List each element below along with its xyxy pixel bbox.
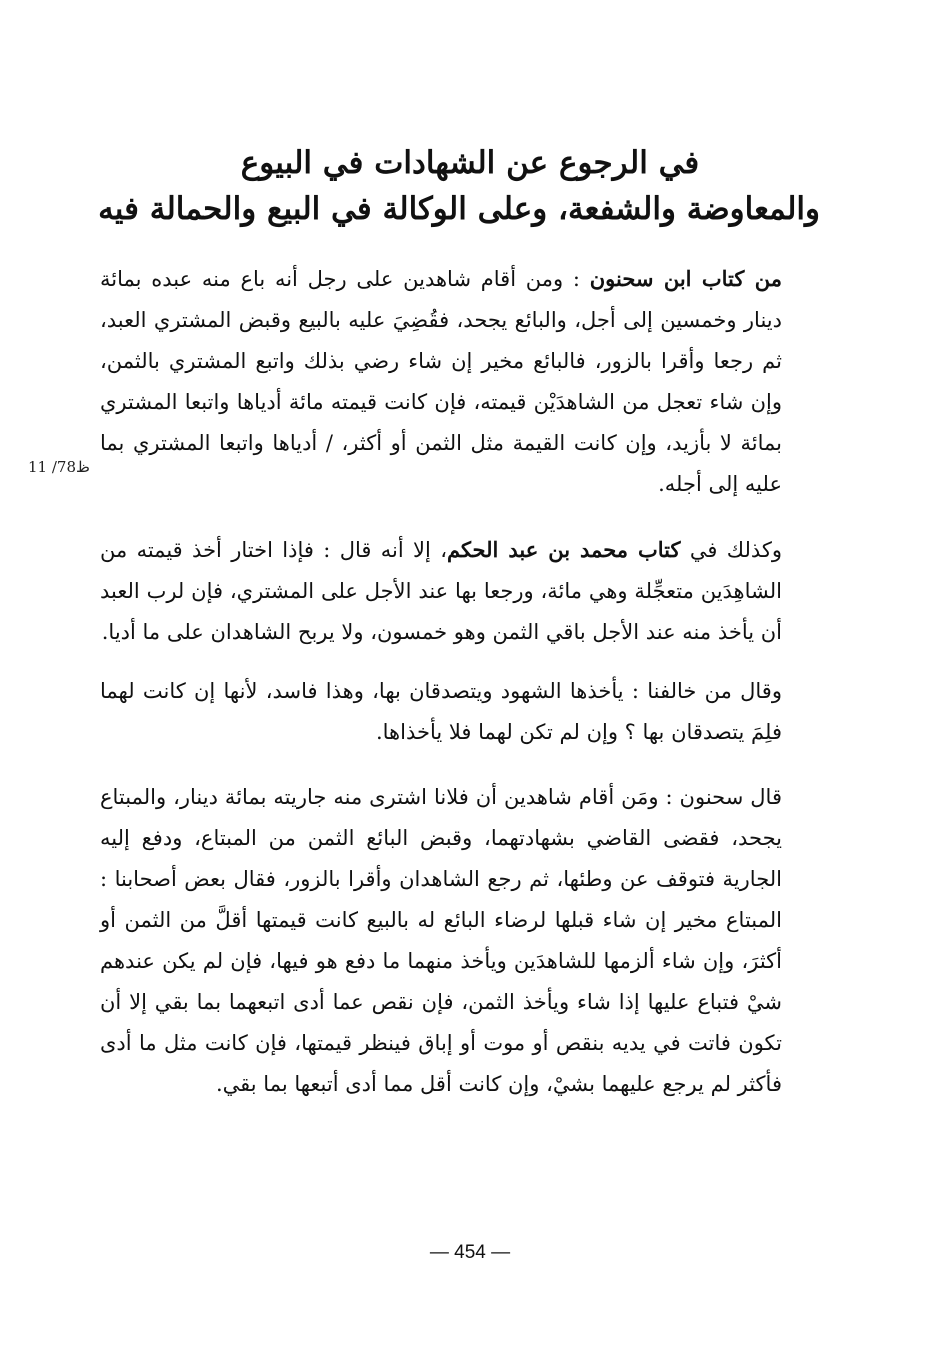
paragraph-1	[100, 258, 782, 505]
paragraph-text: قال سحنون : ومَن أقام شاهدين أن فلانا اشترى منه جاريته بمائة دينار، والمبتاع يجحد، فقضى القاضي بشهادتهما، وقبض البائع الثمن من المبتاع، ودفع إليه الجارية فتوقف عن وطئها، ثم رجع الشاهدان وأقرا بالزور، فقال بعض أصحابنا : المبتاع مخير إن شاء قبلها لرضاء البائع له بالبيع كانت قيمتها أقلَّ من الثمن أو أكثرَ، وإن شاء ألزمها للشاهدَين ويأخذ منهما ما دفع هو فيها، فإن لم يكن عندهم شيْ فتباع عليها إذا شاء ويأخذ الثمن، فإن نقص عما أدى اتبعهما بما بقي إلا أن تكون فاتت في يديه بنقص أو موت أو إباق فينظر قيمتها، فإن كانت مثل ما أدى فأكثر لم يرجع عليهما بشيْ، وإن كانت أقل مما أدى أتبعها بما بقي.	[100, 785, 782, 1096]
paragraph-text: : ومن أقام شاهدين على رجل أنه باع منه عبده بمائة دينار وخمسين إلى أجل، والبائع يجحد، فقُضِيَ عليه بالبيع وقبض المشتري العبد، ثم رجعا وأقرا بالزور، فالبائع مخير إن شاء رضي بذلك واتبع المشتري بالثمن، وإن شاء تعجل من الشاهدَيْن قيمته، فإن كانت قيمته مائة أدياها واتبعا المشتري بمائة لا بأزيد، وإن كانت القيمة مثل الثمن أو أكثر، / أدياها واتبعا المشتري بما عليه إلى أجله.	[100, 267, 782, 496]
source-reference: من كتاب ابن سحنون	[589, 266, 782, 291]
chapter-title	[98, 140, 820, 232]
paragraph-2	[100, 529, 782, 653]
manuscript-folio-reference: ظ78/ 11	[28, 458, 90, 476]
paragraph-text: وقال من خالفنا : يأخذها الشهود ويتصدقان بها، وهذا فاسد، لأنها إن كانت لهما فلِمَ يتصدقان بها ؟ وإن لم تكن لهما فلا يأخذاها.	[100, 679, 782, 744]
paragraph-text: ، إلا أنه قال : فإذا اختار أخذ قيمته من الشاهِدَين متعجِّلة وهي مائة، ورجعا بها عند الأجل على المشتري، فإن لرب العبد أن يأخذ منه عند الأجل باقي الثمن وهو خمسون، ولا يربح الشاهدان على ما أديا.	[100, 538, 782, 644]
paragraph-3	[100, 671, 782, 753]
body-text	[100, 258, 782, 1105]
paragraph-prefix: وكذلك في	[680, 538, 783, 562]
paragraph-4	[100, 777, 782, 1105]
source-reference: كتاب محمد بن عبد الحكم	[446, 537, 681, 562]
page-number: — 454 —	[429, 1242, 511, 1263]
title-line-2: والمعاوضة والشفعة، وعلى الوكالة في البيع والحمالة فيه	[98, 191, 820, 227]
title-line-1: في الرجوع عن الشهادات في البيوع	[240, 145, 700, 181]
